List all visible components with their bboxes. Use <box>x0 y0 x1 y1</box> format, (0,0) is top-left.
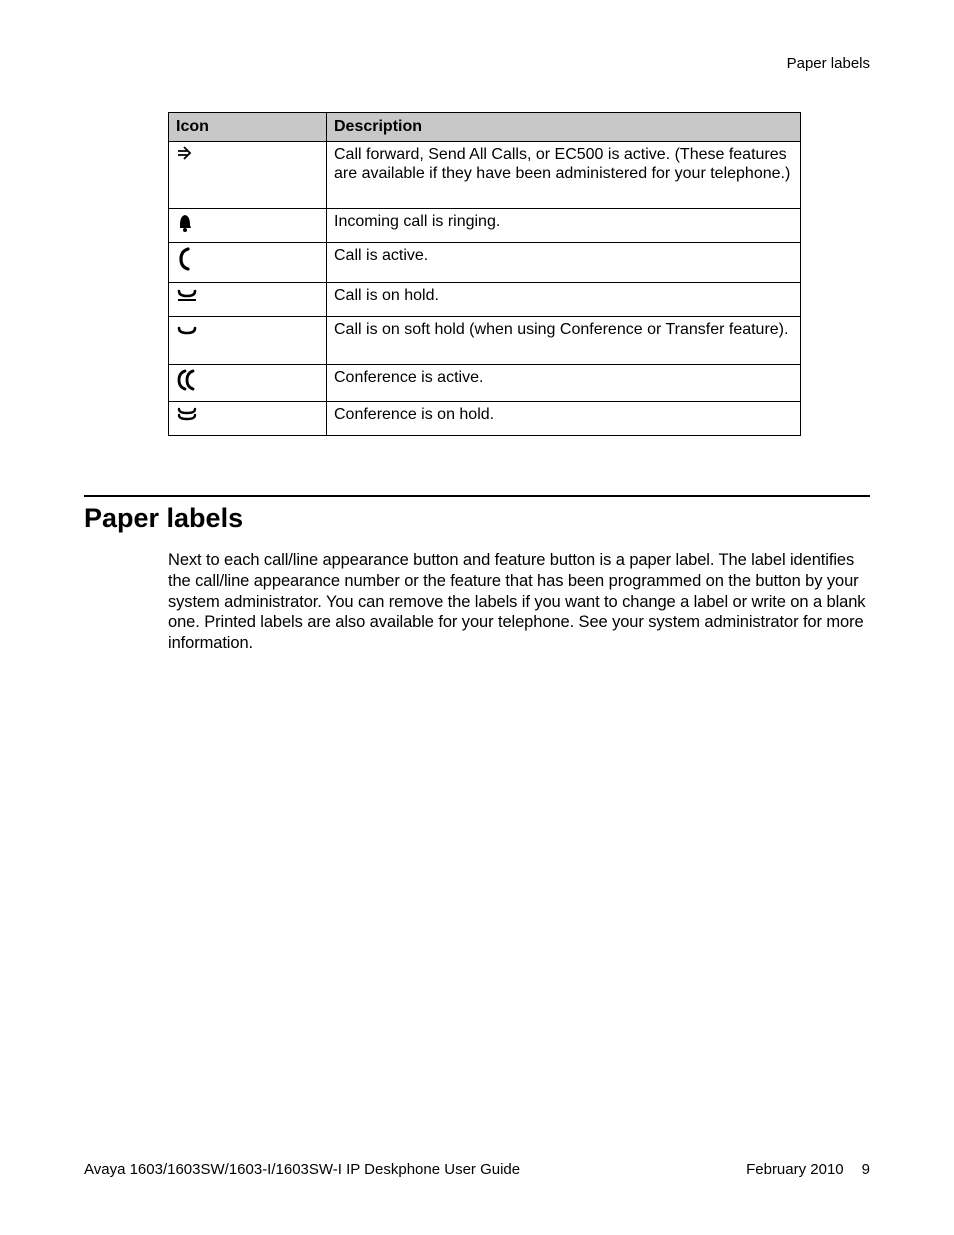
description-cell: Call is on soft hold (when using Conference or Transfer feature). <box>327 317 801 365</box>
icon-cell <box>169 209 327 243</box>
table-row <box>169 402 801 436</box>
handset-soft-hold-icon <box>176 320 196 342</box>
conference-active-icon <box>176 368 196 390</box>
table-row <box>169 283 801 317</box>
table-row <box>169 209 801 243</box>
section-divider <box>84 495 870 497</box>
table-header-row <box>169 113 801 142</box>
description-cell: Call is active. <box>327 243 801 283</box>
description-cell: Call is on hold. <box>327 283 801 317</box>
column-header-icon: Icon <box>169 113 327 142</box>
bell-icon <box>176 212 196 234</box>
description-cell: Conference is on hold. <box>327 402 801 436</box>
table-row <box>169 243 801 283</box>
icon-cell <box>169 283 327 317</box>
description-cell: Call forward, Send All Calls, or EC500 is active. (These features are available if they have been administered for your telephone.) <box>327 142 801 209</box>
icon-cell <box>169 402 327 436</box>
table-row <box>169 142 801 209</box>
conference-hold-icon <box>176 405 196 427</box>
body-paragraph: Next to each call/line appearance button and feature button is a paper label. The label identifies the call/line appearance number or the feature that has been programmed on the button by your system administrator. You can remove the labels if you want to change a label or write on a blank one. Printed labels are also available for your telephone. See your system administrator for more information. <box>168 551 866 653</box>
running-header: Paper labels <box>786 55 870 72</box>
footer-date: February 2010 <box>746 1161 844 1178</box>
table-row <box>169 365 801 402</box>
page-number: 9 <box>861 1161 870 1178</box>
call-forward-arrow-icon <box>176 145 196 167</box>
icon-description-table <box>168 112 801 436</box>
footer-meta <box>746 1161 870 1178</box>
column-header-description: Description <box>327 113 801 142</box>
icon-cell <box>169 365 327 402</box>
description-cell: Conference is active. <box>327 365 801 402</box>
icon-cell <box>169 142 327 209</box>
table-row <box>169 317 801 365</box>
handset-active-icon <box>176 246 196 268</box>
icon-cell <box>169 317 327 365</box>
footer-guide-title: Avaya 1603/1603SW/1603-I/1603SW-I IP Deskphone User Guide <box>84 1161 521 1178</box>
handset-hold-icon <box>176 286 196 308</box>
description-cell: Incoming call is ringing. <box>327 209 801 243</box>
icon-cell <box>169 243 327 283</box>
section-title: Paper labels <box>84 503 244 533</box>
